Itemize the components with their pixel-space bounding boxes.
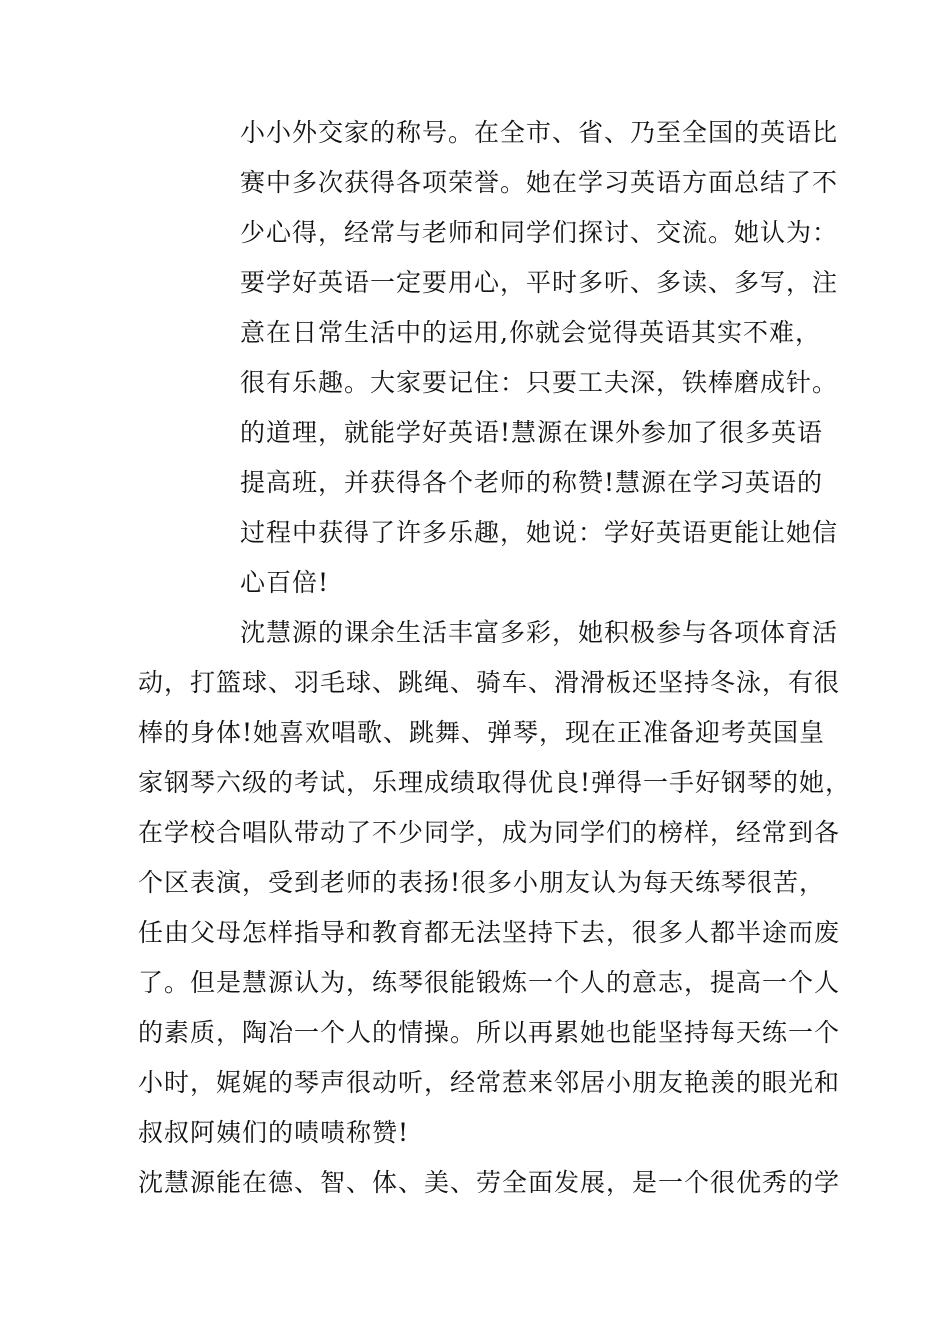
text-line: 过程中获得了许多乐趣，她说：学好英语更能让她信 <box>240 518 839 547</box>
text-line: 少心得，经常与老师和同学们探讨、交流。她认为： <box>240 218 839 247</box>
text-line: 家钢琴六级的考试，乐理成绩取得优良!弹得一手好钢琴的她， <box>138 768 852 797</box>
text-line: 很有乐趣。大家要记住：只要工夫深，铁棒磨成针。 <box>240 368 839 397</box>
text-line: 叔叔阿姨们的啧啧称赞! <box>138 1118 410 1147</box>
text-line: 任由父母怎样指导和教育都无法坚持下去，很多人都半途而废 <box>138 918 841 947</box>
text-line: 提高班，并获得各个老师的称赞!慧源在学习英语的 <box>240 468 824 497</box>
text-line: 赛中多次获得各项荣誉。她在学习英语方面总结了不 <box>240 168 839 197</box>
text-line: 沈慧源能在德、智、体、美、劳全面发展，是一个很优秀的学 <box>138 1168 841 1197</box>
paragraph-first-line: 沈慧源的课余生活丰富多彩，她积极参与各项体育活 <box>240 618 839 647</box>
text-line: 心百倍! <box>240 568 330 597</box>
text-line: 棒的身体!她喜欢唱歌、跳舞、弹琴，现在正准备迎考英国皇 <box>138 718 826 747</box>
text-line: 小小外交家的称号。在全市、省、乃至全国的英语比 <box>240 118 839 147</box>
text-line: 小时，娓娓的琴声很动听，经常惹来邻居小朋友艳羡的眼光和 <box>138 1068 841 1097</box>
text-line: 的素质，陶冶一个人的情操。所以再累她也能坚持每天练一个 <box>138 1018 841 1047</box>
text-line: 个区表演，受到老师的表扬!很多小朋友认为每天练琴很苦， <box>138 868 826 897</box>
text-line: 动，打篮球、羽毛球、跳绳、骑车、滑滑板还坚持冬泳，有很 <box>138 668 841 697</box>
text-line: 在学校合唱队带动了不少同学，成为同学们的榜样，经常到各 <box>138 818 841 847</box>
text-line: 了。但是慧源认为，练琴很能锻炼一个人的意志，提高一个人 <box>138 968 841 997</box>
text-line: 意在日常生活中的运用,你就会觉得英语其实不难， <box>240 318 821 347</box>
text-line: 的道理，就能学好英语!慧源在课外参加了很多英语 <box>240 418 824 447</box>
text-line: 要学好英语一定要用心，平时多听、多读、多写，注 <box>240 268 839 297</box>
